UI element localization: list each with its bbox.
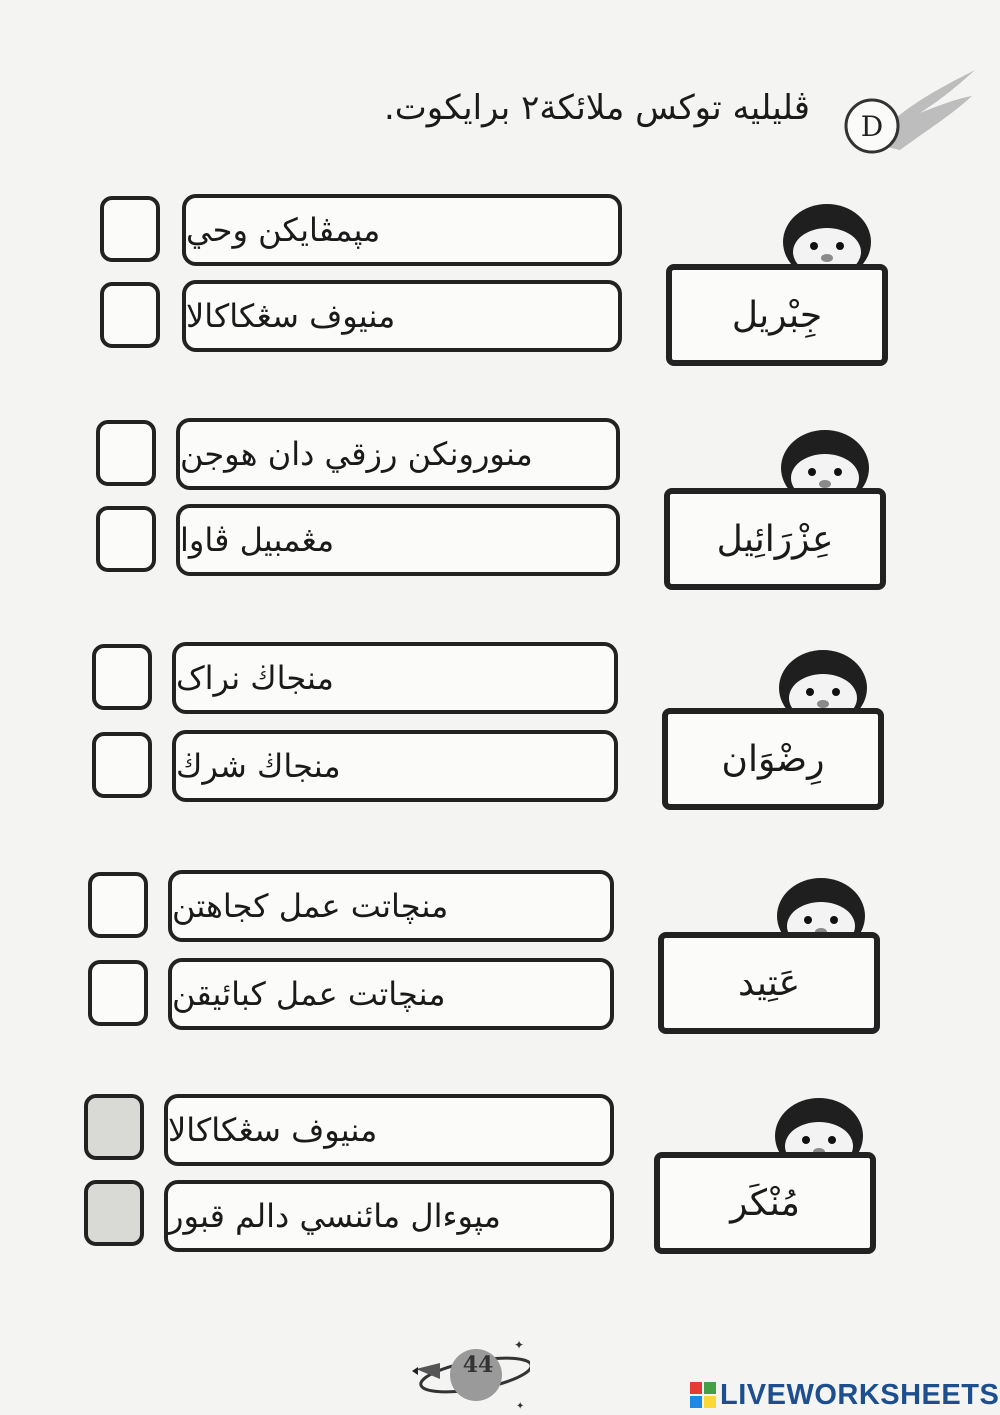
- answer-box-4b[interactable]: [88, 960, 148, 1026]
- brand-text: LIVEWORKSHEETS: [720, 1378, 1000, 1411]
- angel-name-card: مُنْكَر: [654, 1152, 876, 1254]
- option-1b: منيوف سڠكاكالا: [182, 280, 622, 352]
- svg-text:✦: ✦: [514, 1338, 525, 1352]
- angel-name-card: عِزْرَائِيل: [664, 488, 886, 590]
- answer-box-4a[interactable]: [88, 872, 148, 938]
- option-3a: منجاڬ نراک: [172, 642, 618, 714]
- question-1: [0, 190, 1000, 390]
- answer-box-5a[interactable]: [84, 1094, 144, 1160]
- comet-badge-icon: [840, 68, 980, 158]
- instruction-title: ڤليليه توكس ملائكة٢ برايكوت.: [383, 88, 810, 128]
- option-2a: منورونكن رزقي دان هوجن: [176, 418, 620, 490]
- page-number: 44: [462, 1352, 494, 1378]
- answer-box-3a[interactable]: [92, 644, 152, 710]
- svg-text:✦: ✦: [516, 1401, 525, 1412]
- badge-letter: D: [860, 110, 884, 143]
- angel-name-card: عَتِيد: [658, 932, 880, 1034]
- option-3b: منجاڬ شرڬ: [172, 730, 618, 802]
- option-5b: مپوءال مائنسي دالم قبور: [164, 1180, 614, 1252]
- angel-name-card: رِضْوَان: [662, 708, 884, 810]
- question-4: [0, 870, 1000, 1070]
- question-3: [0, 640, 1000, 840]
- question-5: [0, 1094, 1000, 1294]
- question-2: [0, 414, 1000, 614]
- answer-box-2b[interactable]: [96, 506, 156, 572]
- angel-name-card: جِبْريل: [666, 264, 888, 366]
- option-5a: منيوف سڠكاكالا: [164, 1094, 614, 1166]
- option-2b: مڠمبيل ڤاوا: [176, 504, 620, 576]
- answer-box-3b[interactable]: [92, 732, 152, 798]
- option-4a: منچاتت عمل كجاهتن: [168, 870, 614, 942]
- logo-squares-icon: [690, 1382, 716, 1408]
- option-4b: منچاتت عمل كبائيقن: [168, 958, 614, 1030]
- answer-box-5b[interactable]: [84, 1180, 144, 1246]
- answer-box-1a[interactable]: [100, 196, 160, 262]
- liveworksheets-logo: [690, 1378, 999, 1412]
- answer-box-2a[interactable]: [96, 420, 156, 486]
- answer-box-1b[interactable]: [100, 282, 160, 348]
- option-1a: مپمڤايكن وحي: [182, 194, 622, 266]
